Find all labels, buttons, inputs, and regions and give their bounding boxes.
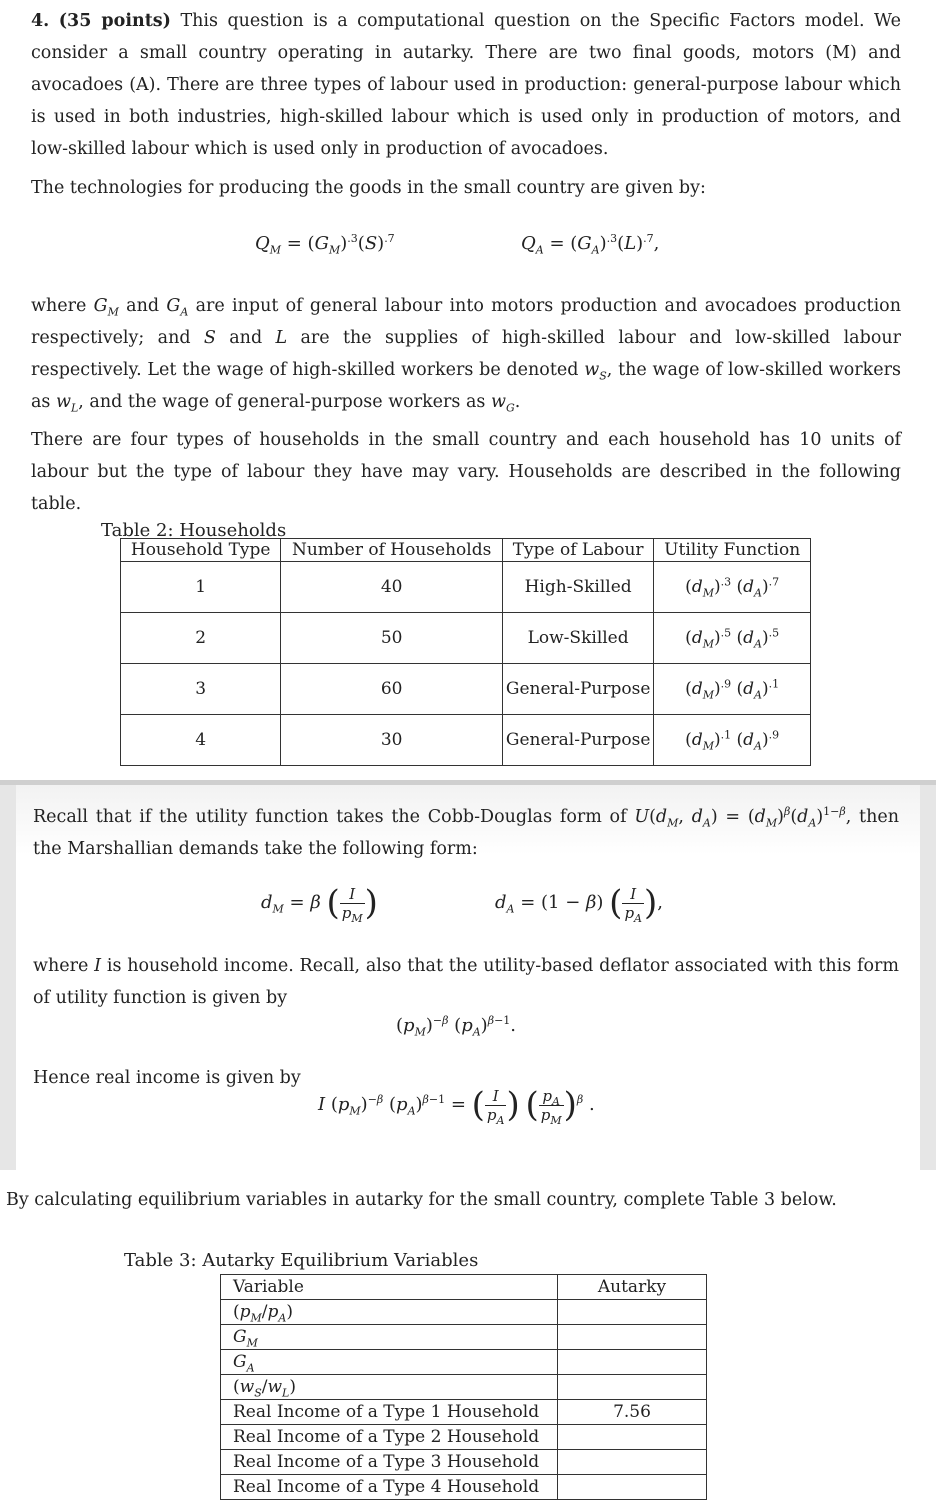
tech-intro-text: The technologies for producing the goods in the small country are given by: xyxy=(31,178,706,198)
table-row xyxy=(121,562,811,613)
labour-type: General-Purpose xyxy=(502,664,653,715)
variable-wage-ratio: $(w_S/w_L)$ xyxy=(221,1375,558,1400)
table-row xyxy=(221,1475,707,1500)
panel-edge-left xyxy=(0,785,16,1170)
variable-price-ratio: $(p_M/p_A)$ xyxy=(221,1300,558,1325)
cobb-text-2: , then the Marshallian demands take the following form: xyxy=(33,807,899,859)
table2-caption: Table 2: Households xyxy=(101,520,287,541)
where-text-2: and xyxy=(126,296,160,316)
cobb-text-1: Recall that if the utility function takes the Cobb-Douglas form of xyxy=(33,807,627,827)
table3-header-row xyxy=(221,1275,707,1300)
where-text-7: , and the wage of general-purpose workers as xyxy=(78,392,486,412)
where-paragraph: where $G_M$ and $G_A$ are input of general labour into motors production and avocadoes production respectively; and S and L are the supplies of high-skilled labour and low-skilled labour respectively. Let the wage of high-skilled workers be denoted $w_S$, the wage of low-skilled workers as $w_L$, and the wage of general-purpose workers as $w_G$. xyxy=(31,296,901,415)
where-text-3: are input of general labour into motors production and avocadoes production respectively; and xyxy=(31,296,901,348)
table3-header-autarky: Autarky xyxy=(558,1275,707,1300)
households-intro-text: There are four types of households in the small country and each household has 10 units of labour but the type of labour they have may vary. Households are described in the following table. xyxy=(31,430,901,514)
household-count: 40 xyxy=(281,562,503,613)
table-row xyxy=(221,1450,707,1475)
cobb-douglas-paragraph: Recall that if the utility function takes the Cobb-Douglas form of $U(d_M$, $d_A) = (d_M)^\beta(d_A)^{1-\beta}$, then the Marshallian demands take the following form: xyxy=(33,805,899,859)
household-count: 30 xyxy=(281,715,503,766)
income-text-1: where xyxy=(33,956,89,976)
labour-type: High-Skilled xyxy=(502,562,653,613)
table-row xyxy=(121,664,811,715)
table3-caption: Table 3: Autarky Equilibrium Variables xyxy=(124,1250,479,1271)
where-text-1: where xyxy=(31,296,87,316)
table2-header: Household Type xyxy=(121,539,281,562)
household-count: 50 xyxy=(281,613,503,664)
question-points: (35 points) xyxy=(58,11,171,31)
household-type: 3 xyxy=(121,664,281,715)
labour-type: General-Purpose xyxy=(502,715,653,766)
real-income-text: Hence real income is given by xyxy=(33,1068,301,1088)
instruction-panel xyxy=(0,1170,936,1508)
where-text-5: are the supplies of high-skilled labour and low-skilled labour respectively. Let the wage of high-skilled workers be denoted xyxy=(31,328,901,380)
autarky-value[interactable]: 7.56 xyxy=(558,1400,707,1425)
autarky-table xyxy=(220,1274,707,1500)
utility-function: $(d_M)^{.5}$ $(d_A)^{.5}$ xyxy=(654,613,811,664)
households-table xyxy=(120,538,811,766)
autarky-value[interactable] xyxy=(558,1300,707,1325)
table-row xyxy=(121,715,811,766)
autarky-value[interactable] xyxy=(558,1350,707,1375)
utility-function: $(d_M)^{.3}$ $(d_A)^{.7}$ xyxy=(654,562,811,613)
variable-ga: $G_A$ xyxy=(221,1350,558,1375)
household-type: 2 xyxy=(121,613,281,664)
table-row xyxy=(221,1400,707,1425)
household-type: 4 xyxy=(121,715,281,766)
income-paragraph: where I is household income. Recall, also that the utility-based deflator associated with this form of utility function is given by xyxy=(33,956,899,1008)
equation-motors: $Q_M = (G_M)^{.3}(S)^{.7}$ xyxy=(255,232,395,257)
table-row xyxy=(221,1375,707,1400)
table-row xyxy=(121,613,811,664)
variable-label: Real Income of a Type 4 Household xyxy=(221,1475,558,1500)
household-count: 60 xyxy=(281,664,503,715)
labour-type: Low-Skilled xyxy=(502,613,653,664)
utility-function: $(d_M)^{.9}$ $(d_A)^{.1}$ xyxy=(654,664,811,715)
panel-edge-right xyxy=(920,785,936,1170)
instruction-text: By calculating equilibrium variables in autarky for the small country, complete Table 3 below. xyxy=(6,1190,837,1210)
deflator-equation: $(p_M)^{-\beta}$ $(p_A)^{\beta-1}$. xyxy=(396,1014,517,1039)
where-text-4: and xyxy=(229,328,263,348)
autarky-value[interactable] xyxy=(558,1475,707,1500)
table-row xyxy=(221,1325,707,1350)
utility-function: $(d_M)^{.1}$ $(d_A)^{.9}$ xyxy=(654,715,811,766)
variable-label: Real Income of a Type 3 Household xyxy=(221,1450,558,1475)
autarky-value[interactable] xyxy=(558,1325,707,1350)
demand-motors-equation: $d_M = \beta$ ( $\frac{I}{p_M}$ ) xyxy=(261,883,378,925)
households-intro xyxy=(31,424,901,520)
table3-header-variable: Variable xyxy=(221,1275,558,1300)
table-row xyxy=(221,1425,707,1450)
equation-avocadoes: $Q_A = (G_A)^{.3}(L)^{.7}$, xyxy=(521,232,660,257)
household-type: 1 xyxy=(121,562,281,613)
instruction xyxy=(6,1184,906,1216)
where-text-6: , the wage of low-skilled workers as xyxy=(31,360,901,412)
table2-header: Utility Function xyxy=(654,539,811,562)
question-intro xyxy=(31,5,901,165)
variable-label: Real Income of a Type 2 Household xyxy=(221,1425,558,1450)
question-number: 4. xyxy=(31,11,50,31)
recall-panel xyxy=(16,785,920,1170)
demand-avocadoes-equation: $d_A = (1 - \beta)$ ( $\frac{I}{p_A}$ ), xyxy=(495,883,663,925)
real-income-equation: I $(p_M)^{-\beta}$ $(p_A)^{\beta-1}$ = ( $\frac{I}{p_A}$ ) ( $\frac{p_A}{p_M}$ )$^\beta$ . xyxy=(318,1085,595,1127)
table-row xyxy=(221,1350,707,1375)
table2-header-row xyxy=(121,539,811,562)
autarky-value[interactable] xyxy=(558,1450,707,1475)
table-row xyxy=(221,1300,707,1325)
variable-label: Real Income of a Type 1 Household xyxy=(221,1400,558,1425)
table2-header: Type of Labour xyxy=(502,539,653,562)
income-text-2: is household income. Recall, also that the utility-based deflator associated with this form of utility function is given by xyxy=(33,956,899,1008)
autarky-value[interactable] xyxy=(558,1375,707,1400)
table2-header: Number of Households xyxy=(281,539,503,562)
question-intro-text: This question is a computational question on the Specific Factors model. We consider a small country operating in autarky. There are two final goods, motors (M) and avocadoes (A). There are three types of labour used in production: general-purpose labour which is used in both industries, high-skilled labour which is used only in production of motors, and low-skilled labour which is used only in production of avocadoes. xyxy=(31,11,901,159)
variable-gm: $G_M$ xyxy=(221,1325,558,1350)
autarky-value[interactable] xyxy=(558,1425,707,1450)
tech-intro xyxy=(31,172,901,204)
